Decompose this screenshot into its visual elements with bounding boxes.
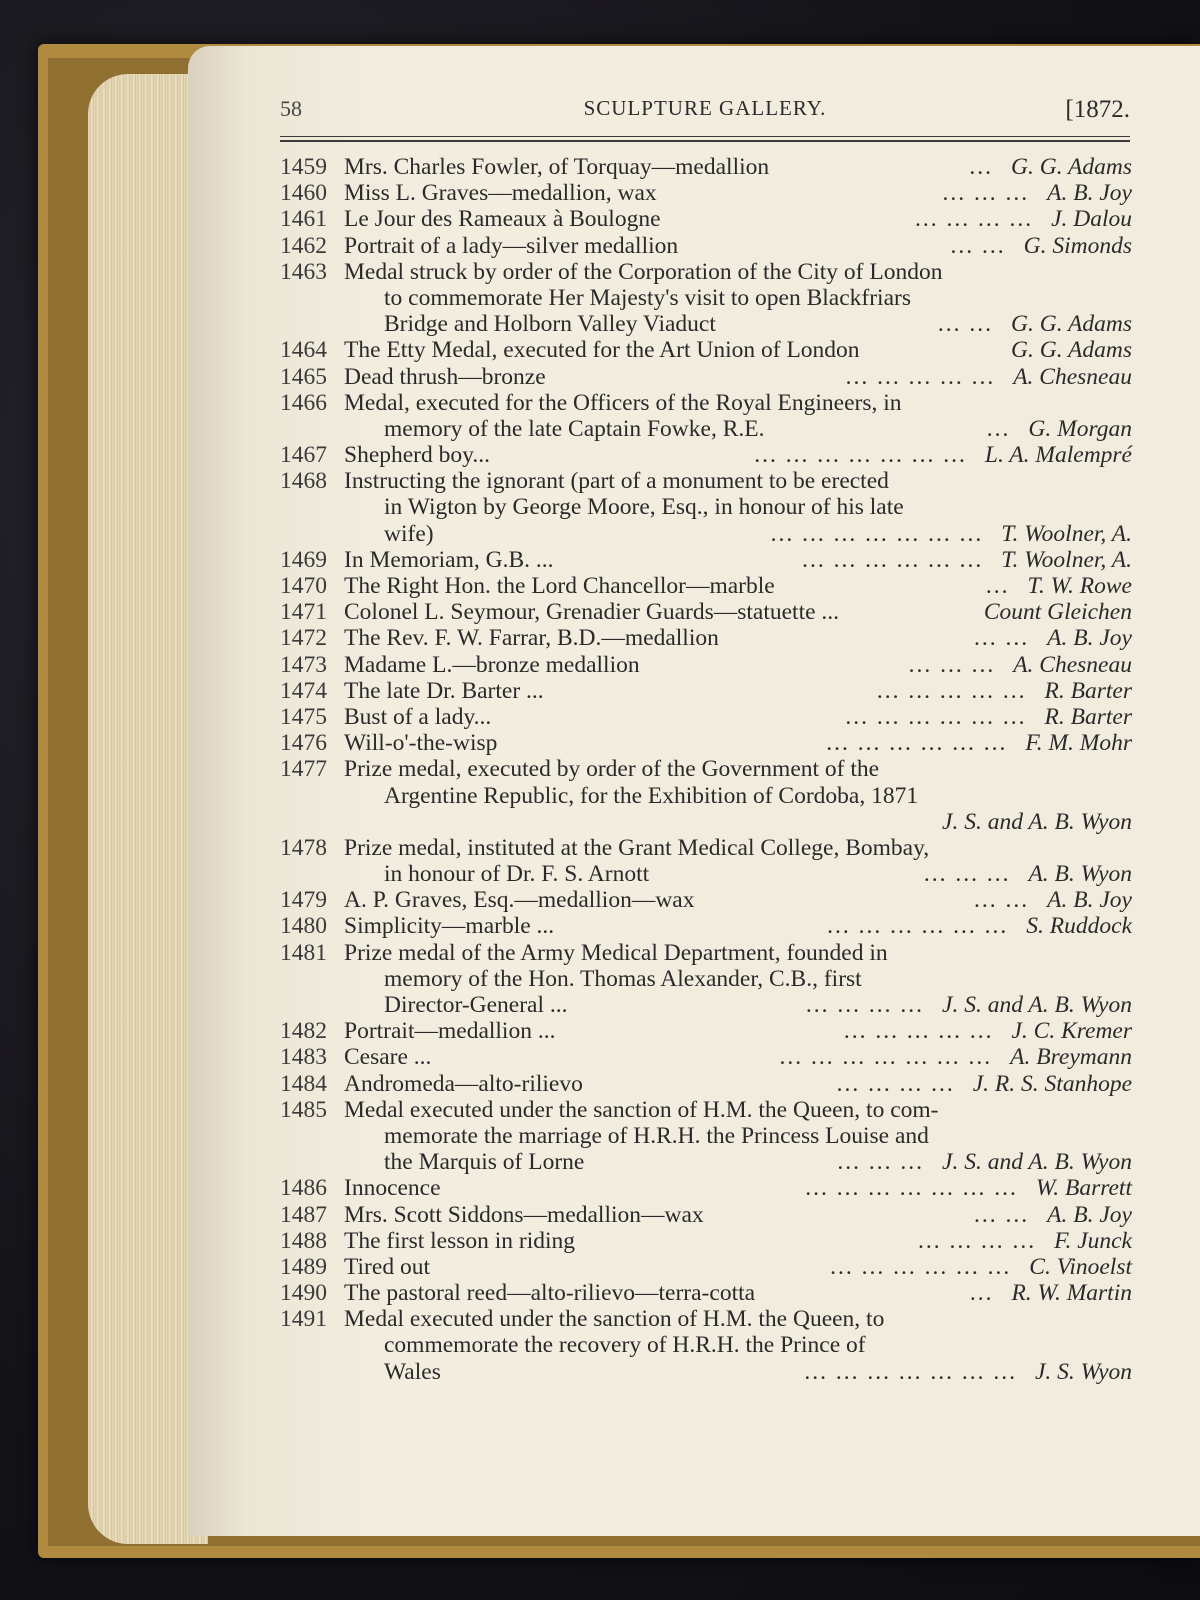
entry-line <box>280 206 1132 232</box>
entry-number: 1463 <box>280 258 327 285</box>
catalogue-entry <box>280 1202 1132 1228</box>
entry-author: R. Barter <box>1044 703 1132 730</box>
leader-dots: ... ... ... ... ... <box>843 1018 994 1045</box>
leader-dots: ... ... ... ... ... <box>876 677 1027 704</box>
entry-author: T. W. Rowe <box>1027 573 1132 599</box>
entry-number: 1487 <box>280 1201 327 1228</box>
leader-dots: ... ... ... ... <box>918 1227 1037 1254</box>
entry-title: Prize medal, instituted at the Grant Medical College, Bombay, <box>344 834 930 861</box>
entry-number: 1477 <box>280 756 327 783</box>
catalogue-entry <box>280 1280 1132 1306</box>
entry-number: 1466 <box>280 389 327 416</box>
entry-author: R. W. Martin <box>1011 1280 1132 1307</box>
entry-line <box>280 1306 1132 1332</box>
entry-line <box>280 1071 1132 1097</box>
entry-author: J. S. and A. B. Wyon <box>942 808 1132 835</box>
catalogue-entries <box>280 154 1132 1385</box>
entry-line <box>280 992 1132 1018</box>
entry-line <box>280 887 1132 913</box>
leader-dots: ... ... <box>974 1201 1030 1228</box>
entry-author: J. Dalou <box>1051 206 1132 233</box>
entry-line <box>280 835 1132 861</box>
entry-author: T. Woolner, A. <box>1001 520 1132 547</box>
leader-dots: ... ... ... ... ... ... <box>802 546 984 573</box>
catalogue-entry <box>280 652 1132 678</box>
entry-number: 1475 <box>280 703 327 730</box>
catalogue-entry <box>280 364 1132 390</box>
entry-line <box>280 1202 1132 1228</box>
entry-author: A. Chesneau <box>1013 651 1132 678</box>
entry-title: Argentine Republic, for the Exhibition of Cordoba, 1871 <box>384 782 919 809</box>
entry-number: 1465 <box>280 363 327 390</box>
entry-line <box>280 730 1132 756</box>
entry-line <box>280 1149 1132 1175</box>
entry-title: Instructing the ignorant (part of a monument to be erected <box>344 468 889 495</box>
entry-line <box>280 416 1132 442</box>
entry-author: G. G. Adams <box>1011 337 1132 364</box>
catalogue-entry <box>280 573 1132 599</box>
entry-title: Portrait of a lady—silver medallion <box>344 232 679 259</box>
entry-author: G. Simonds <box>1023 232 1132 259</box>
catalogue-entry <box>280 1254 1132 1280</box>
entry-author: G. Morgan <box>1028 415 1132 442</box>
entry-line <box>280 861 1132 887</box>
page-year: [1872. <box>1065 96 1130 123</box>
entry-title: Innocence <box>344 1175 441 1202</box>
entry-line <box>280 311 1132 337</box>
entry-title: Director-General ... <box>384 992 568 1018</box>
entry-author: T. Woolner, A. <box>1001 546 1132 573</box>
entry-line <box>280 1332 1132 1358</box>
entry-title: Wales <box>384 1358 441 1385</box>
entry-line <box>280 364 1132 390</box>
entry-title: Dead thrush—bronze <box>344 363 546 390</box>
leader-dots: ... ... ... ... ... ... <box>827 913 1009 940</box>
catalogue-entry <box>280 835 1132 887</box>
entry-author: A. B. Wyon <box>1028 861 1132 888</box>
catalogue-entry <box>280 913 1132 939</box>
entry-author: A. B. Joy <box>1047 887 1132 914</box>
entry-line <box>280 783 1132 809</box>
entry-title: The first lesson in riding <box>344 1227 576 1254</box>
leader-dots: ... ... ... ... <box>914 206 1034 233</box>
catalogue-entry <box>280 1175 1132 1201</box>
entry-number: 1488 <box>280 1227 327 1254</box>
catalogue-entry <box>280 1044 1132 1070</box>
entry-number: 1476 <box>280 730 327 757</box>
catalogue-entry <box>280 206 1132 232</box>
page-number: 58 <box>280 96 302 121</box>
catalogue-entry <box>280 547 1132 573</box>
entry-title: The late Dr. Barter ... <box>344 677 544 704</box>
entry-line <box>280 1018 1132 1044</box>
entry-line <box>280 652 1132 678</box>
entry-title: Miss L. Graves—medallion, wax <box>344 180 657 207</box>
entry-line <box>280 285 1132 311</box>
page-header <box>280 96 1130 136</box>
entry-title: The Rev. F. W. Farrar, B.D.—medallion <box>344 625 719 652</box>
entry-line <box>280 547 1132 573</box>
leader-dots: ... ... ... ... ... ... ... <box>754 442 967 469</box>
entry-author: J. S. and A. B. Wyon <box>942 1149 1132 1176</box>
entry-title: memory of the late Captain Fowke, R.E. <box>384 415 765 442</box>
entry-line <box>280 966 1132 992</box>
entry-author: Count Gleichen <box>983 599 1132 626</box>
entry-number: 1467 <box>280 442 327 469</box>
catalogue-entry <box>280 259 1132 338</box>
entry-line <box>280 599 1132 625</box>
entry-title: memory of the Hon. Thomas Alexander, C.B., first <box>384 965 862 992</box>
catalogue-entry <box>280 940 1132 1019</box>
catalogue-entry <box>280 468 1132 547</box>
entry-number: 1483 <box>280 1044 327 1071</box>
entry-title: Mrs. Scott Siddons—medallion—wax <box>344 1201 704 1228</box>
entry-line <box>280 154 1132 180</box>
entry-title: A. P. Graves, Esq.—medallion—wax <box>344 887 695 914</box>
entry-author: F. M. Mohr <box>1025 730 1132 757</box>
entry-title: The pastoral reed—alto-rilievo—terra-cotta <box>344 1280 756 1307</box>
entry-title: Bridge and Holborn Valley Viaduct <box>384 311 716 338</box>
entry-title: Prize medal of the Army Medical Department, founded in <box>344 939 888 966</box>
catalogue-entry <box>280 625 1132 651</box>
entry-title: Medal executed under the sanction of H.M. the Queen, to com- <box>344 1096 939 1123</box>
page-title: SCULPTURE GALLERY. <box>583 96 827 120</box>
entry-line <box>280 1254 1132 1280</box>
entry-number: 1471 <box>280 599 327 626</box>
entry-title: Will-o'-the-wisp <box>344 730 498 757</box>
entry-title: The Etty Medal, executed for the Art Union of London <box>344 337 860 364</box>
entry-number: 1486 <box>280 1175 327 1202</box>
entry-line <box>280 259 1132 285</box>
entry-number: 1469 <box>280 546 327 573</box>
entry-title: Madame L.—bronze medallion <box>344 651 640 678</box>
leader-dots: ... ... ... ... <box>805 992 925 1018</box>
entry-line <box>280 468 1132 494</box>
leader-dots: ... ... ... ... ... ... ... <box>779 1044 993 1071</box>
catalogue-entry <box>280 390 1132 442</box>
catalogue-entry <box>280 1306 1132 1385</box>
entry-title: Shepherd boy... <box>344 442 490 469</box>
catalogue-entry <box>280 1097 1132 1176</box>
catalogue-entry <box>280 599 1132 625</box>
entry-number: 1481 <box>280 939 327 966</box>
entry-number: 1460 <box>280 180 327 207</box>
entry-line <box>280 1228 1132 1254</box>
leader-dots: ... ... ... ... ... ... <box>845 703 1027 730</box>
entry-author: F. Junck <box>1054 1227 1132 1254</box>
entry-author: A. B. Joy <box>1047 180 1132 207</box>
leader-dots: ... <box>986 415 1011 442</box>
leader-dots: ... ... ... ... ... ... ... <box>804 1358 1017 1385</box>
entry-author: G. G. Adams <box>1011 154 1132 180</box>
entry-line <box>280 1123 1132 1149</box>
entry-title: in Wigton by George Moore, Esq., in honour of his late <box>384 494 904 521</box>
entry-title: Mrs. Charles Fowler, of Torquay—medallion <box>344 154 770 180</box>
entry-line <box>280 337 1132 363</box>
entry-number: 1461 <box>280 206 327 233</box>
entry-number: 1462 <box>280 232 327 259</box>
leader-dots: ... <box>969 1280 994 1307</box>
leader-dots: ... ... ... ... ... ... <box>826 730 1008 757</box>
catalogue-entry <box>280 1228 1132 1254</box>
entry-title: to commemorate Her Majesty's visit to open Blackfriars <box>384 284 911 311</box>
leader-dots: ... <box>969 154 993 180</box>
header-rule-thick <box>280 140 1130 142</box>
entry-number: 1485 <box>280 1096 327 1123</box>
leader-dots: ... ... ... <box>837 1149 925 1176</box>
catalogue-entry <box>280 1018 1132 1044</box>
entry-title: Tired out <box>344 1253 430 1280</box>
entry-title: Simplicity—marble ... <box>344 913 555 940</box>
entry-number: 1480 <box>280 913 327 940</box>
entry-author: W. Barrett <box>1035 1175 1132 1202</box>
leader-dots: ... ... <box>937 311 993 338</box>
entry-title: Medal executed under the sanction of H.M. the Queen, to <box>344 1306 885 1333</box>
entry-title: Medal, executed for the Officers of the Royal Engineers, in <box>344 389 902 416</box>
entry-line <box>280 625 1132 651</box>
entry-line <box>280 678 1132 704</box>
entry-author: G. G. Adams <box>1011 311 1132 338</box>
entry-author: A. B. Joy <box>1047 1201 1132 1228</box>
entry-title: Cesare ... <box>344 1044 432 1071</box>
entry-number: 1472 <box>280 625 327 652</box>
leader-dots: ... ... ... ... ... ... ... <box>805 1175 1018 1202</box>
leader-dots: ... ... ... ... ... <box>845 363 996 390</box>
entry-number: 1478 <box>280 834 327 861</box>
entry-title: Medal struck by order of the Corporation of the City of London <box>344 258 943 285</box>
entry-line <box>280 442 1132 468</box>
catalogue-entry <box>280 678 1132 704</box>
entry-line <box>280 913 1132 939</box>
entry-title: memorate the marriage of H.R.H. the Princess Louise and <box>384 1122 929 1149</box>
entry-line <box>280 1359 1132 1385</box>
leader-dots: ... ... ... <box>942 180 1030 207</box>
header-rule-thin <box>280 136 1130 137</box>
leader-dots: ... ... <box>974 625 1030 652</box>
entry-number: 1491 <box>280 1306 327 1333</box>
entry-title: Colonel L. Seymour, Grenadier Guards—statuette ... <box>344 599 840 626</box>
leader-dots: ... ... ... ... ... ... ... <box>770 520 984 547</box>
entry-title: The Right Hon. the Lord Chancellor—marble <box>344 573 775 599</box>
catalogue-entry <box>280 704 1132 730</box>
entry-title: Bust of a lady... <box>344 703 492 730</box>
entry-author: L. A. Malempré <box>984 442 1132 469</box>
entry-line <box>280 233 1132 259</box>
entry-line <box>280 1280 1132 1306</box>
entry-author: A. B. Joy <box>1047 625 1132 652</box>
entry-line <box>280 1175 1132 1201</box>
entry-line <box>280 1097 1132 1123</box>
catalogue-entry <box>280 730 1132 756</box>
entry-number: 1470 <box>280 573 327 599</box>
entry-number: 1482 <box>280 1018 327 1045</box>
entry-title: Prize medal, executed by order of the Government of the <box>344 756 880 783</box>
entry-number: 1464 <box>280 337 327 364</box>
entry-line <box>280 809 1132 835</box>
entry-title: wife) <box>384 520 434 547</box>
entry-line <box>280 756 1132 782</box>
entry-number: 1468 <box>280 468 327 495</box>
entry-author: S. Ruddock <box>1026 913 1132 940</box>
entry-number: 1473 <box>280 651 327 678</box>
entry-author: J. S. Wyon <box>1034 1358 1132 1385</box>
entry-author: A. Chesneau <box>1013 363 1132 390</box>
entry-line <box>280 521 1132 547</box>
entry-number: 1479 <box>280 887 327 914</box>
entry-line <box>280 180 1132 206</box>
entry-author: J. S. and A. B. Wyon <box>942 992 1132 1018</box>
leader-dots: ... ... <box>950 232 1006 259</box>
leader-dots: ... <box>985 573 1010 599</box>
entry-title: commemorate the recovery of H.R.H. the Prince of <box>384 1332 866 1359</box>
entry-title: Portrait—medallion ... <box>344 1018 556 1045</box>
entry-title: in honour of Dr. F. S. Arnott <box>384 861 650 888</box>
catalogue-entry <box>280 756 1132 835</box>
entry-line <box>280 494 1132 520</box>
leader-dots: ... ... ... <box>908 651 996 678</box>
entry-author: J. R. S. Stanhope <box>972 1070 1132 1097</box>
entry-title: Andromeda—alto-rilievo <box>344 1070 583 1097</box>
entry-line <box>280 390 1132 416</box>
entry-number: 1484 <box>280 1070 327 1097</box>
entry-number: 1489 <box>280 1253 327 1280</box>
entry-number: 1474 <box>280 677 327 704</box>
entry-title: Le Jour des Rameaux à Boulogne <box>344 206 661 233</box>
entry-number: 1459 <box>280 154 327 180</box>
entry-number: 1490 <box>280 1280 327 1307</box>
catalogue-entry <box>280 1071 1132 1097</box>
catalogue-entry <box>280 233 1132 259</box>
entry-title: the Marquis of Lorne <box>384 1149 585 1176</box>
leader-dots: ... ... ... ... ... ... <box>830 1253 1012 1280</box>
catalogue-entry <box>280 180 1132 206</box>
entry-author: J. C. Kremer <box>1011 1018 1132 1045</box>
entry-author: C. Vinoelst <box>1029 1253 1132 1280</box>
catalogue-entry <box>280 887 1132 913</box>
leader-dots: ... ... ... <box>923 861 1011 888</box>
catalogue-entry <box>280 154 1132 180</box>
entry-line <box>280 940 1132 966</box>
entry-line <box>280 573 1132 599</box>
catalogue-entry <box>280 442 1132 468</box>
entry-line <box>280 704 1132 730</box>
entry-line <box>280 1044 1132 1070</box>
entry-author: R. Barter <box>1044 677 1132 704</box>
leader-dots: ... ... ... ... <box>836 1070 955 1097</box>
entry-title: In Memoriam, G.B. ... <box>344 546 554 573</box>
entry-author: A. Breymann <box>1010 1044 1132 1071</box>
leader-dots: ... ... <box>974 887 1030 914</box>
catalogue-entry <box>280 337 1132 363</box>
